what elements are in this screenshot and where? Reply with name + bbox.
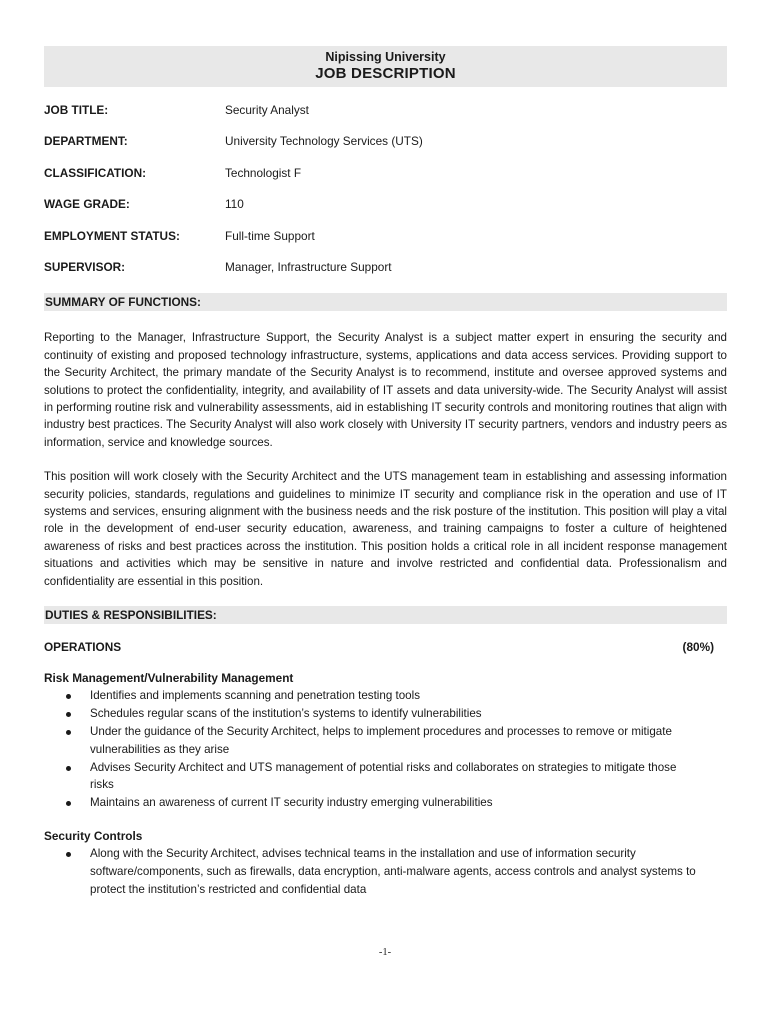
job-fields bbox=[44, 103, 727, 291]
field-value: University Technology Services (UTS) bbox=[225, 134, 423, 149]
field-row-employment-status bbox=[44, 229, 727, 260]
list-item-text: Maintains an awareness of current IT security industry emerging vulnerabilities bbox=[90, 796, 493, 810]
bullet-icon bbox=[66, 766, 71, 771]
bullet-icon bbox=[66, 694, 71, 699]
operations-row bbox=[44, 640, 727, 654]
risk-management-heading: Risk Management/Vulnerability Management bbox=[44, 671, 294, 686]
list-item bbox=[44, 705, 727, 723]
list-item bbox=[44, 759, 727, 795]
document-page bbox=[44, 46, 727, 899]
document-header bbox=[44, 46, 727, 87]
bullet-icon bbox=[66, 712, 71, 717]
field-row-department bbox=[44, 134, 727, 165]
field-label: JOB TITLE: bbox=[44, 103, 109, 117]
list-item-text: Along with the Security Architect, advises technical teams in the installation and use of information security software/components, such as firewalls, data encryption, anti-malware agents, access controls and analyst systems to protect the institution’s restricted and confidential data bbox=[90, 847, 696, 897]
summary-paragraph-1: Reporting to the Manager, Infrastructure Support, the Security Analyst is a subject matter expert in ensuring the security and continuity of existing and proposed technology infrastructure, systems, applications and data access services. Providing support to the Security Architect, the primary mandate of the Security Analyst is to recommend, institute and oversee approved systems and solutions to protect the confidentiality, integrity, and availability of IT assets and data university-wide. The Security Analyst will assist in performing routine risk and vulnerability assessments, aid in establishing IT security controls and monitoring routines that align with industry best practices. The Security Analyst will also work closely with University IT security partners, vendors and industry peers as information, service and knowledge sources. bbox=[44, 331, 727, 449]
field-label: DEPARTMENT: bbox=[44, 134, 128, 149]
field-label: EMPLOYMENT STATUS: bbox=[44, 228, 180, 243]
duties-heading: DUTIES & RESPONSIBILITIES: bbox=[44, 606, 727, 624]
summary-heading: SUMMARY OF FUNCTIONS: bbox=[44, 293, 727, 311]
field-row-supervisor bbox=[44, 260, 727, 291]
field-value: 110 bbox=[225, 197, 244, 212]
operations-label: OPERATIONS bbox=[44, 640, 122, 655]
list-item bbox=[44, 723, 727, 759]
bullet-icon bbox=[66, 852, 71, 857]
field-row-classification bbox=[44, 166, 727, 197]
list-item-text: Schedules regular scans of the institution’s systems to identify vulnerabilities bbox=[90, 707, 482, 721]
bullet-icon bbox=[66, 730, 71, 735]
list-item bbox=[44, 687, 727, 705]
field-label: CLASSIFICATION: bbox=[44, 165, 147, 180]
field-label: WAGE GRADE: bbox=[44, 197, 130, 212]
field-value: Security Analyst bbox=[225, 103, 309, 117]
security-controls-heading: Security Controls bbox=[44, 829, 143, 844]
list-item bbox=[44, 794, 727, 812]
field-value: Full-time Support bbox=[225, 228, 315, 243]
list-item bbox=[44, 845, 727, 898]
summary-paragraph-2: This position will work closely with the Security Architect and the UTS management team in establishing and assessing information security policies, standards, regulations and guidelines to minimize IT security and compliance risk in the operation and use of IT systems and services, ensuring alignment with the business needs and the risk posture of the institution. This position will play a vital role in the development of end-user security education, awareness, and training campaigns to foster a culture of heightened awareness of risks and best practices across the institution. This position holds a critical role in all incident response management situations and activities which may be sensitive in nature and involve restricted and confidential data. Professionalism and confidentiality are essential in this position. bbox=[44, 470, 727, 588]
field-row-job-title bbox=[44, 103, 727, 134]
university-name: Nipissing University bbox=[325, 50, 446, 64]
list-item-text: Under the guidance of the Security Architect, helps to implement procedures and processes to remove or mitigate vulnerabilities as they arise bbox=[90, 725, 672, 756]
field-row-wage-grade bbox=[44, 197, 727, 228]
operations-percent: (80%) bbox=[682, 640, 714, 655]
bullet-icon bbox=[66, 801, 71, 806]
field-value: Technologist F bbox=[225, 165, 302, 180]
list-item-text: Identifies and implements scanning and penetration testing tools bbox=[90, 689, 420, 703]
list-item-text: Advises Security Architect and UTS management of potential risks and collaborates on strategies to mitigate those risks bbox=[90, 760, 677, 792]
field-label: SUPERVISOR: bbox=[44, 259, 126, 274]
security-controls-list bbox=[44, 845, 727, 898]
risk-management-list bbox=[44, 687, 727, 812]
document-title: JOB DESCRIPTION bbox=[315, 65, 456, 82]
page-number: -1- bbox=[378, 947, 392, 958]
field-value: Manager, Infrastructure Support bbox=[225, 259, 392, 274]
